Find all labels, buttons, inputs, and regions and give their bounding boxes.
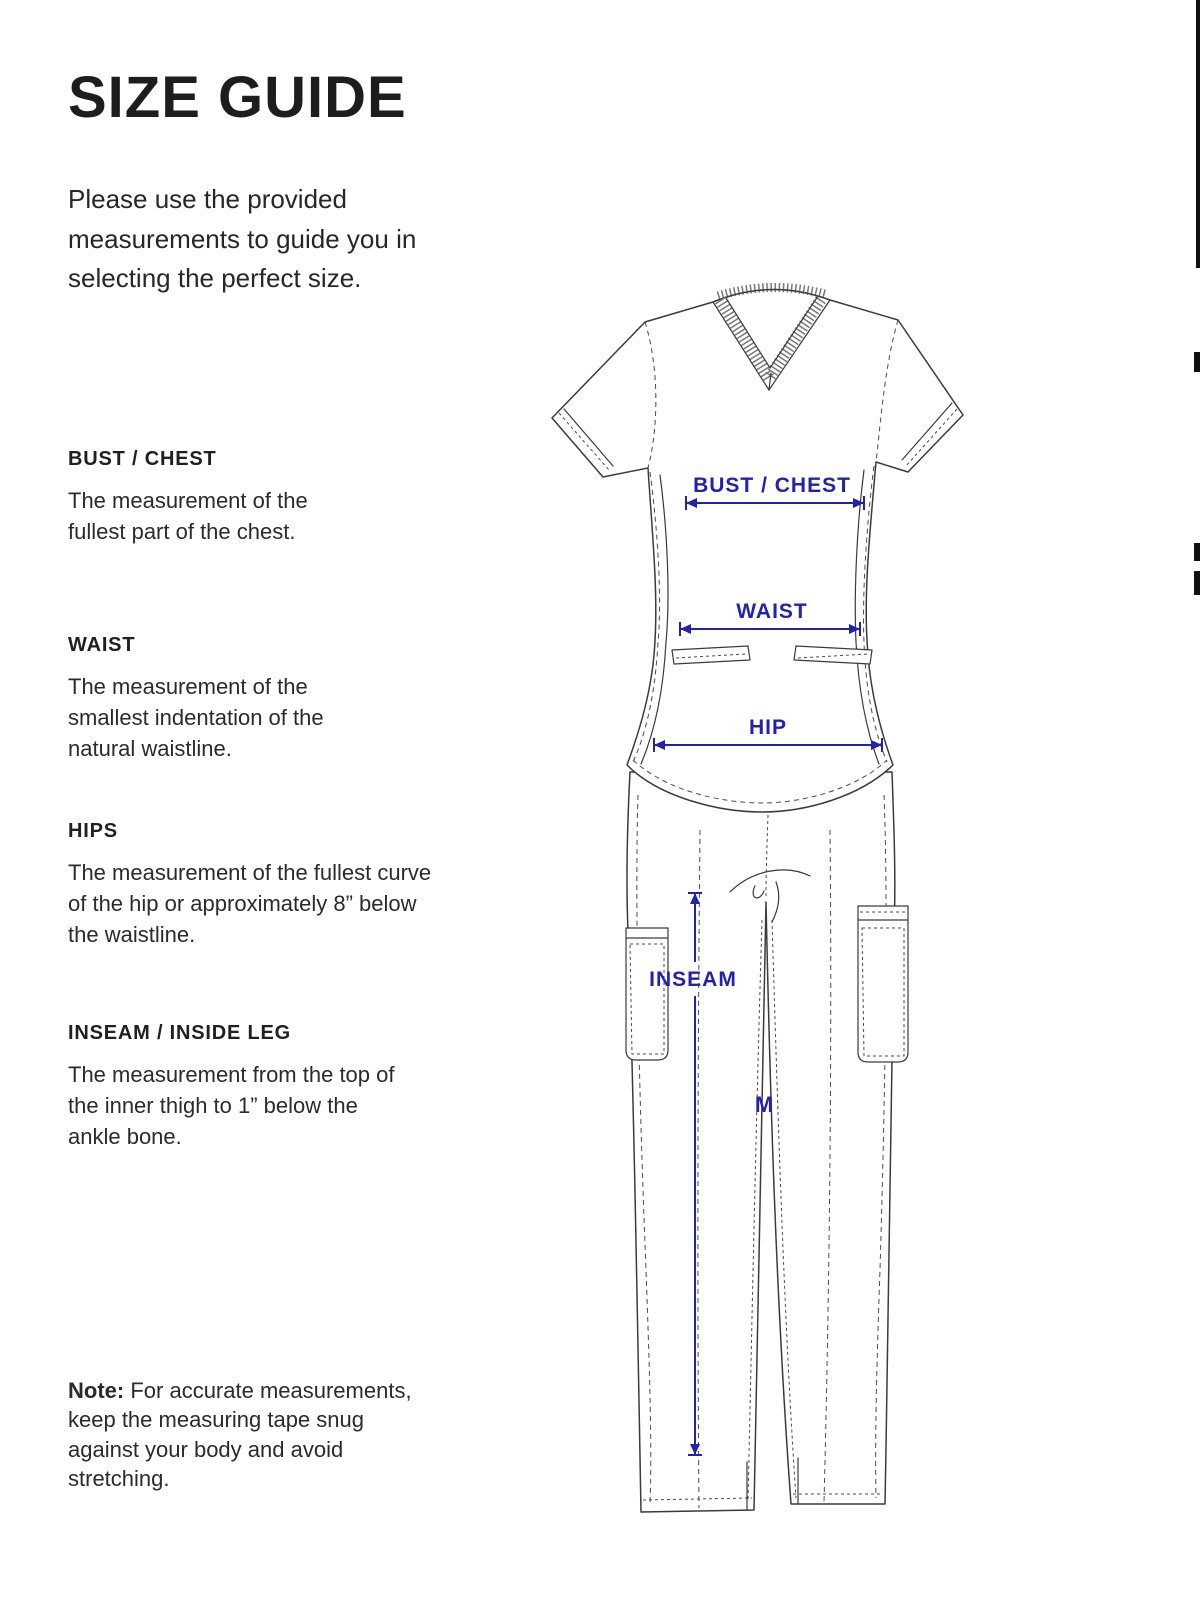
inseam-measure-label: INSEAM: [649, 968, 737, 991]
scrubs-diagram-svg: [500, 270, 1020, 1540]
note-body: For accurate measurements, keep the measuring tape snug against your body and avoid stretching.: [68, 1378, 412, 1491]
waist-measure-label: WAIST: [736, 600, 808, 623]
size-marker-label: M: [754, 1092, 774, 1117]
scrubs-measurement-illustration: [500, 270, 1020, 1540]
section-inseam: [68, 1022, 413, 1153]
section-waist-heading: WAIST: [68, 634, 136, 656]
section-bust-body: The measurement of the fullest part of the chest.: [68, 488, 308, 545]
section-inseam-body: The measurement from the top of the inner thigh to 1” below the ankle bone.: [68, 1062, 395, 1150]
section-hips-heading: HIPS: [68, 820, 118, 842]
intro-text: Please use the provided measurements to guide you in selecting the perfect size.: [68, 184, 417, 294]
note-text: [68, 1376, 418, 1493]
section-hips: [68, 820, 448, 951]
section-inseam-heading: INSEAM / INSIDE LEG: [68, 1022, 292, 1044]
bust-measure-label: BUST / CHEST: [693, 474, 851, 497]
section-waist-body: The measurement of the smallest indentation of the natural waistline.: [68, 674, 324, 762]
screen-edge-artifact: [1194, 543, 1200, 561]
section-bust-heading: BUST / CHEST: [68, 448, 217, 470]
scrub-pants-drawing: [626, 772, 908, 1512]
page-title: SIZE GUIDE: [68, 65, 407, 130]
screen-edge-artifact: [1194, 352, 1200, 372]
hip-measure-label: HIP: [748, 716, 788, 739]
note-label: Note:: [68, 1378, 125, 1403]
section-waist: [68, 634, 378, 765]
section-hips-body: The measurement of the fullest curve of the hip or approximately 8” below the waistline.: [68, 860, 432, 948]
screen-edge-artifact: [1196, 0, 1200, 268]
screen-edge-artifact: [1194, 571, 1200, 595]
section-bust: [68, 448, 368, 547]
